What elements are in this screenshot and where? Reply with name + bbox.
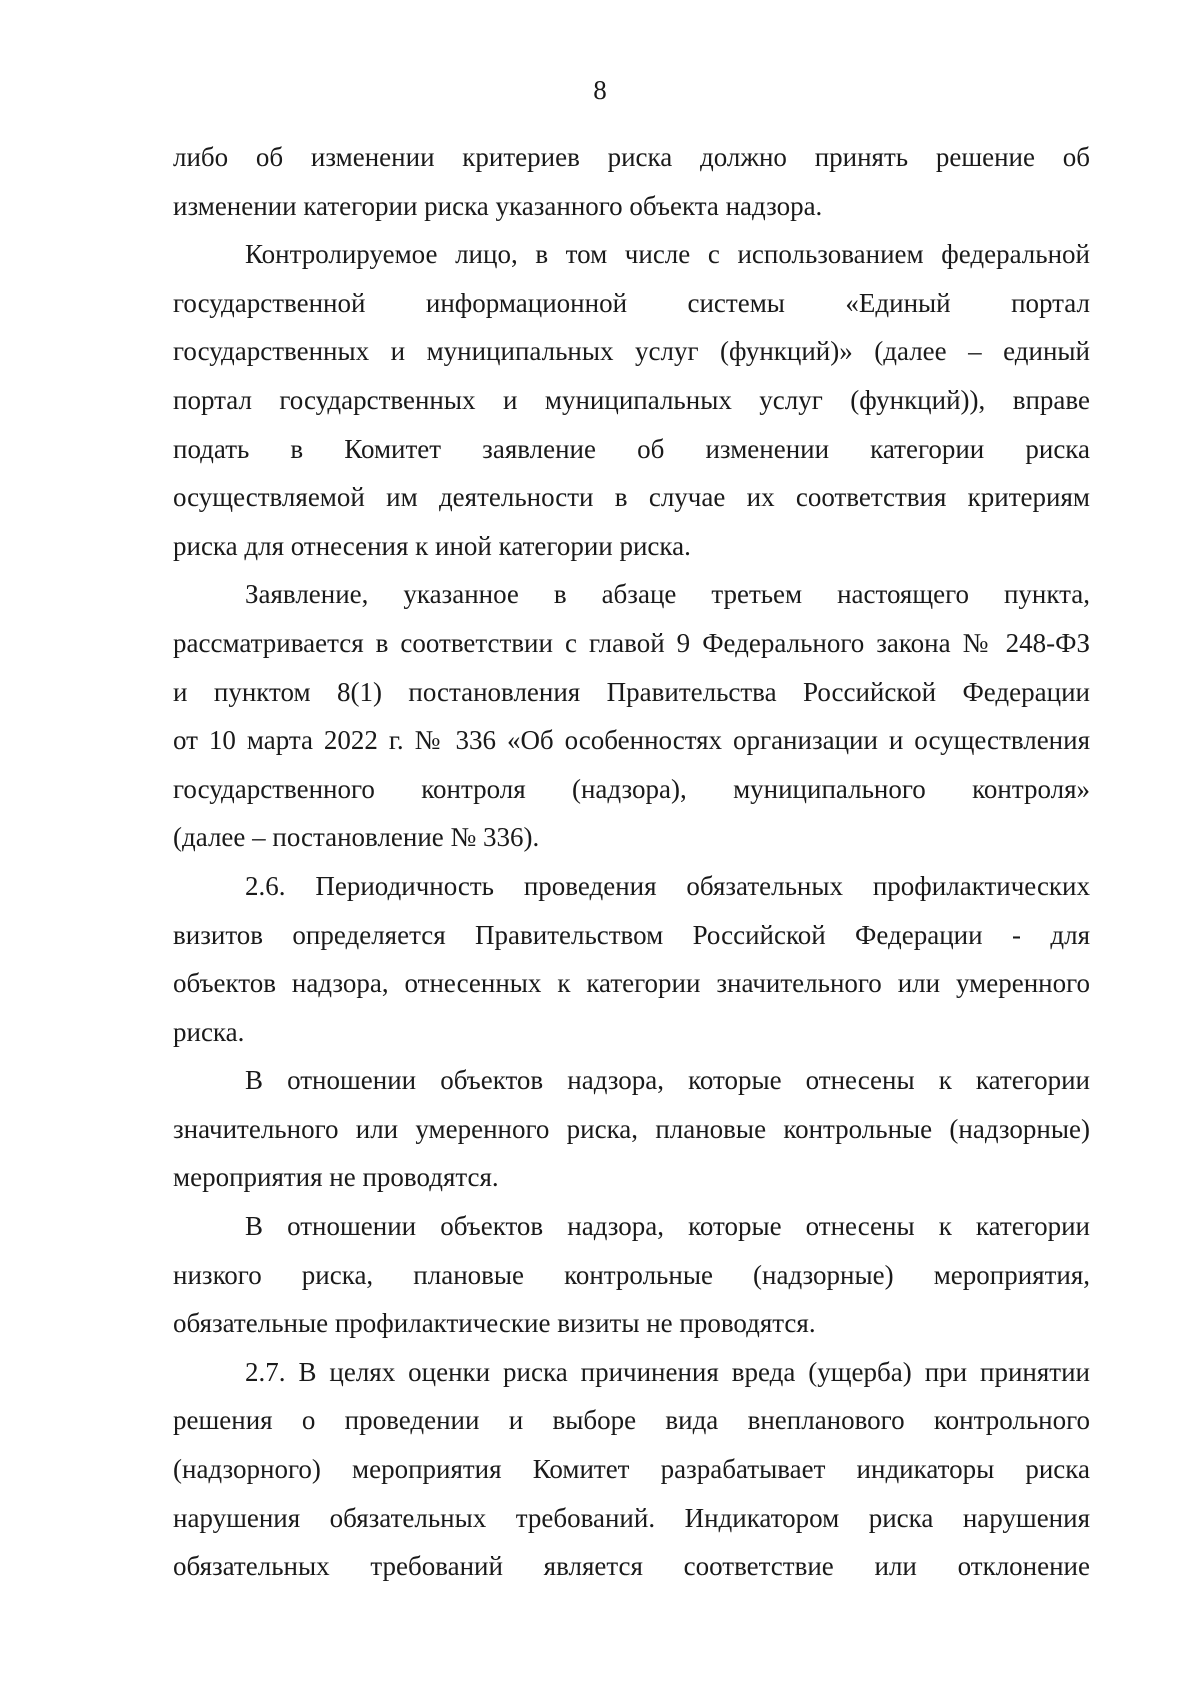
text-line: либо об изменении критериев риска должно принять решение об [173, 142, 1090, 172]
text-line: подать в Комитет заявление об изменении категории риска [173, 433, 1090, 464]
text-line: портал государственных и муниципальных услуг (функций)), вправе [173, 384, 1090, 415]
text-line: Контролируемое лицо, в том числе с использованием федеральной [245, 239, 1090, 270]
text-line: В отношении объектов надзора, которые отнесены к категории [245, 1065, 1090, 1096]
text-line: В отношении объектов надзора, которые отнесены к категории [245, 1211, 1090, 1242]
text-line: осуществляемой им деятельности в случае их соответствия критериям [173, 482, 1090, 513]
text-line: 2.6. Периодичность проведения обязательных профилактических [245, 870, 1090, 901]
text-line: (надзорного) мероприятия Комитет разрабатывает индикаторы риска [173, 1454, 1090, 1485]
text-line: обязательных требований является соответствие или отклонение [173, 1551, 1090, 1582]
paragraph [173, 1202, 1090, 1348]
paragraph [173, 1056, 1090, 1202]
text-line: нарушения обязательных требований. Индикатором риска нарушения [173, 1502, 1090, 1533]
text-line: и пунктом 8(1) постановления Правительства Российской Федерации [173, 676, 1090, 707]
paragraph [173, 230, 1090, 570]
text-line: от 10 марта 2022 г. № 336 «Об особенностях организации и осуществления [173, 725, 1090, 756]
text-line: изменении категории риска указанного объекта надзора. [173, 190, 823, 221]
paragraph [173, 133, 1090, 230]
text-line: 2.7. В целях оценки риска причинения вреда (ущерба) при принятии [245, 1356, 1090, 1387]
text-line: мероприятия не проводятся. [173, 1162, 499, 1193]
text-line: рассматривается в соответствии с главой 9 Федерального закона № 248-ФЗ [173, 627, 1090, 658]
text-line: риска для отнесения к иной категории риска. [173, 530, 691, 561]
text-line: риска. [173, 1016, 245, 1047]
text-line: объектов надзора, отнесенных к категории значительного или умеренного [173, 968, 1090, 999]
text-line: государственной информационной системы «Единый портал [173, 287, 1090, 318]
text-line: Заявление, указанное в абзаце третьем настоящего пункта, [245, 579, 1090, 610]
paragraph [173, 1348, 1090, 1591]
text-line: значительного или умеренного риска, плановые контрольные (надзорные) [173, 1113, 1090, 1144]
text-line: государственных и муниципальных услуг (функций)» (далее – единый [173, 336, 1090, 367]
page-number: 8 [593, 75, 607, 105]
paragraph [173, 570, 1090, 862]
text-line: визитов определяется Правительством Российской Федерации - для [173, 919, 1090, 950]
text-line: низкого риска, плановые контрольные (надзорные) мероприятия, [173, 1259, 1090, 1290]
text-line: решения о проведении и выборе вида внепланового контрольного [173, 1405, 1090, 1436]
text-line: государственного контроля (надзора), муниципального контроля» [173, 773, 1090, 804]
paragraph [173, 862, 1090, 1056]
document-body [173, 133, 1090, 1591]
text-line: (далее – постановление № 336). [173, 822, 540, 853]
text-line: обязательные профилактические визиты не проводятся. [173, 1308, 816, 1339]
